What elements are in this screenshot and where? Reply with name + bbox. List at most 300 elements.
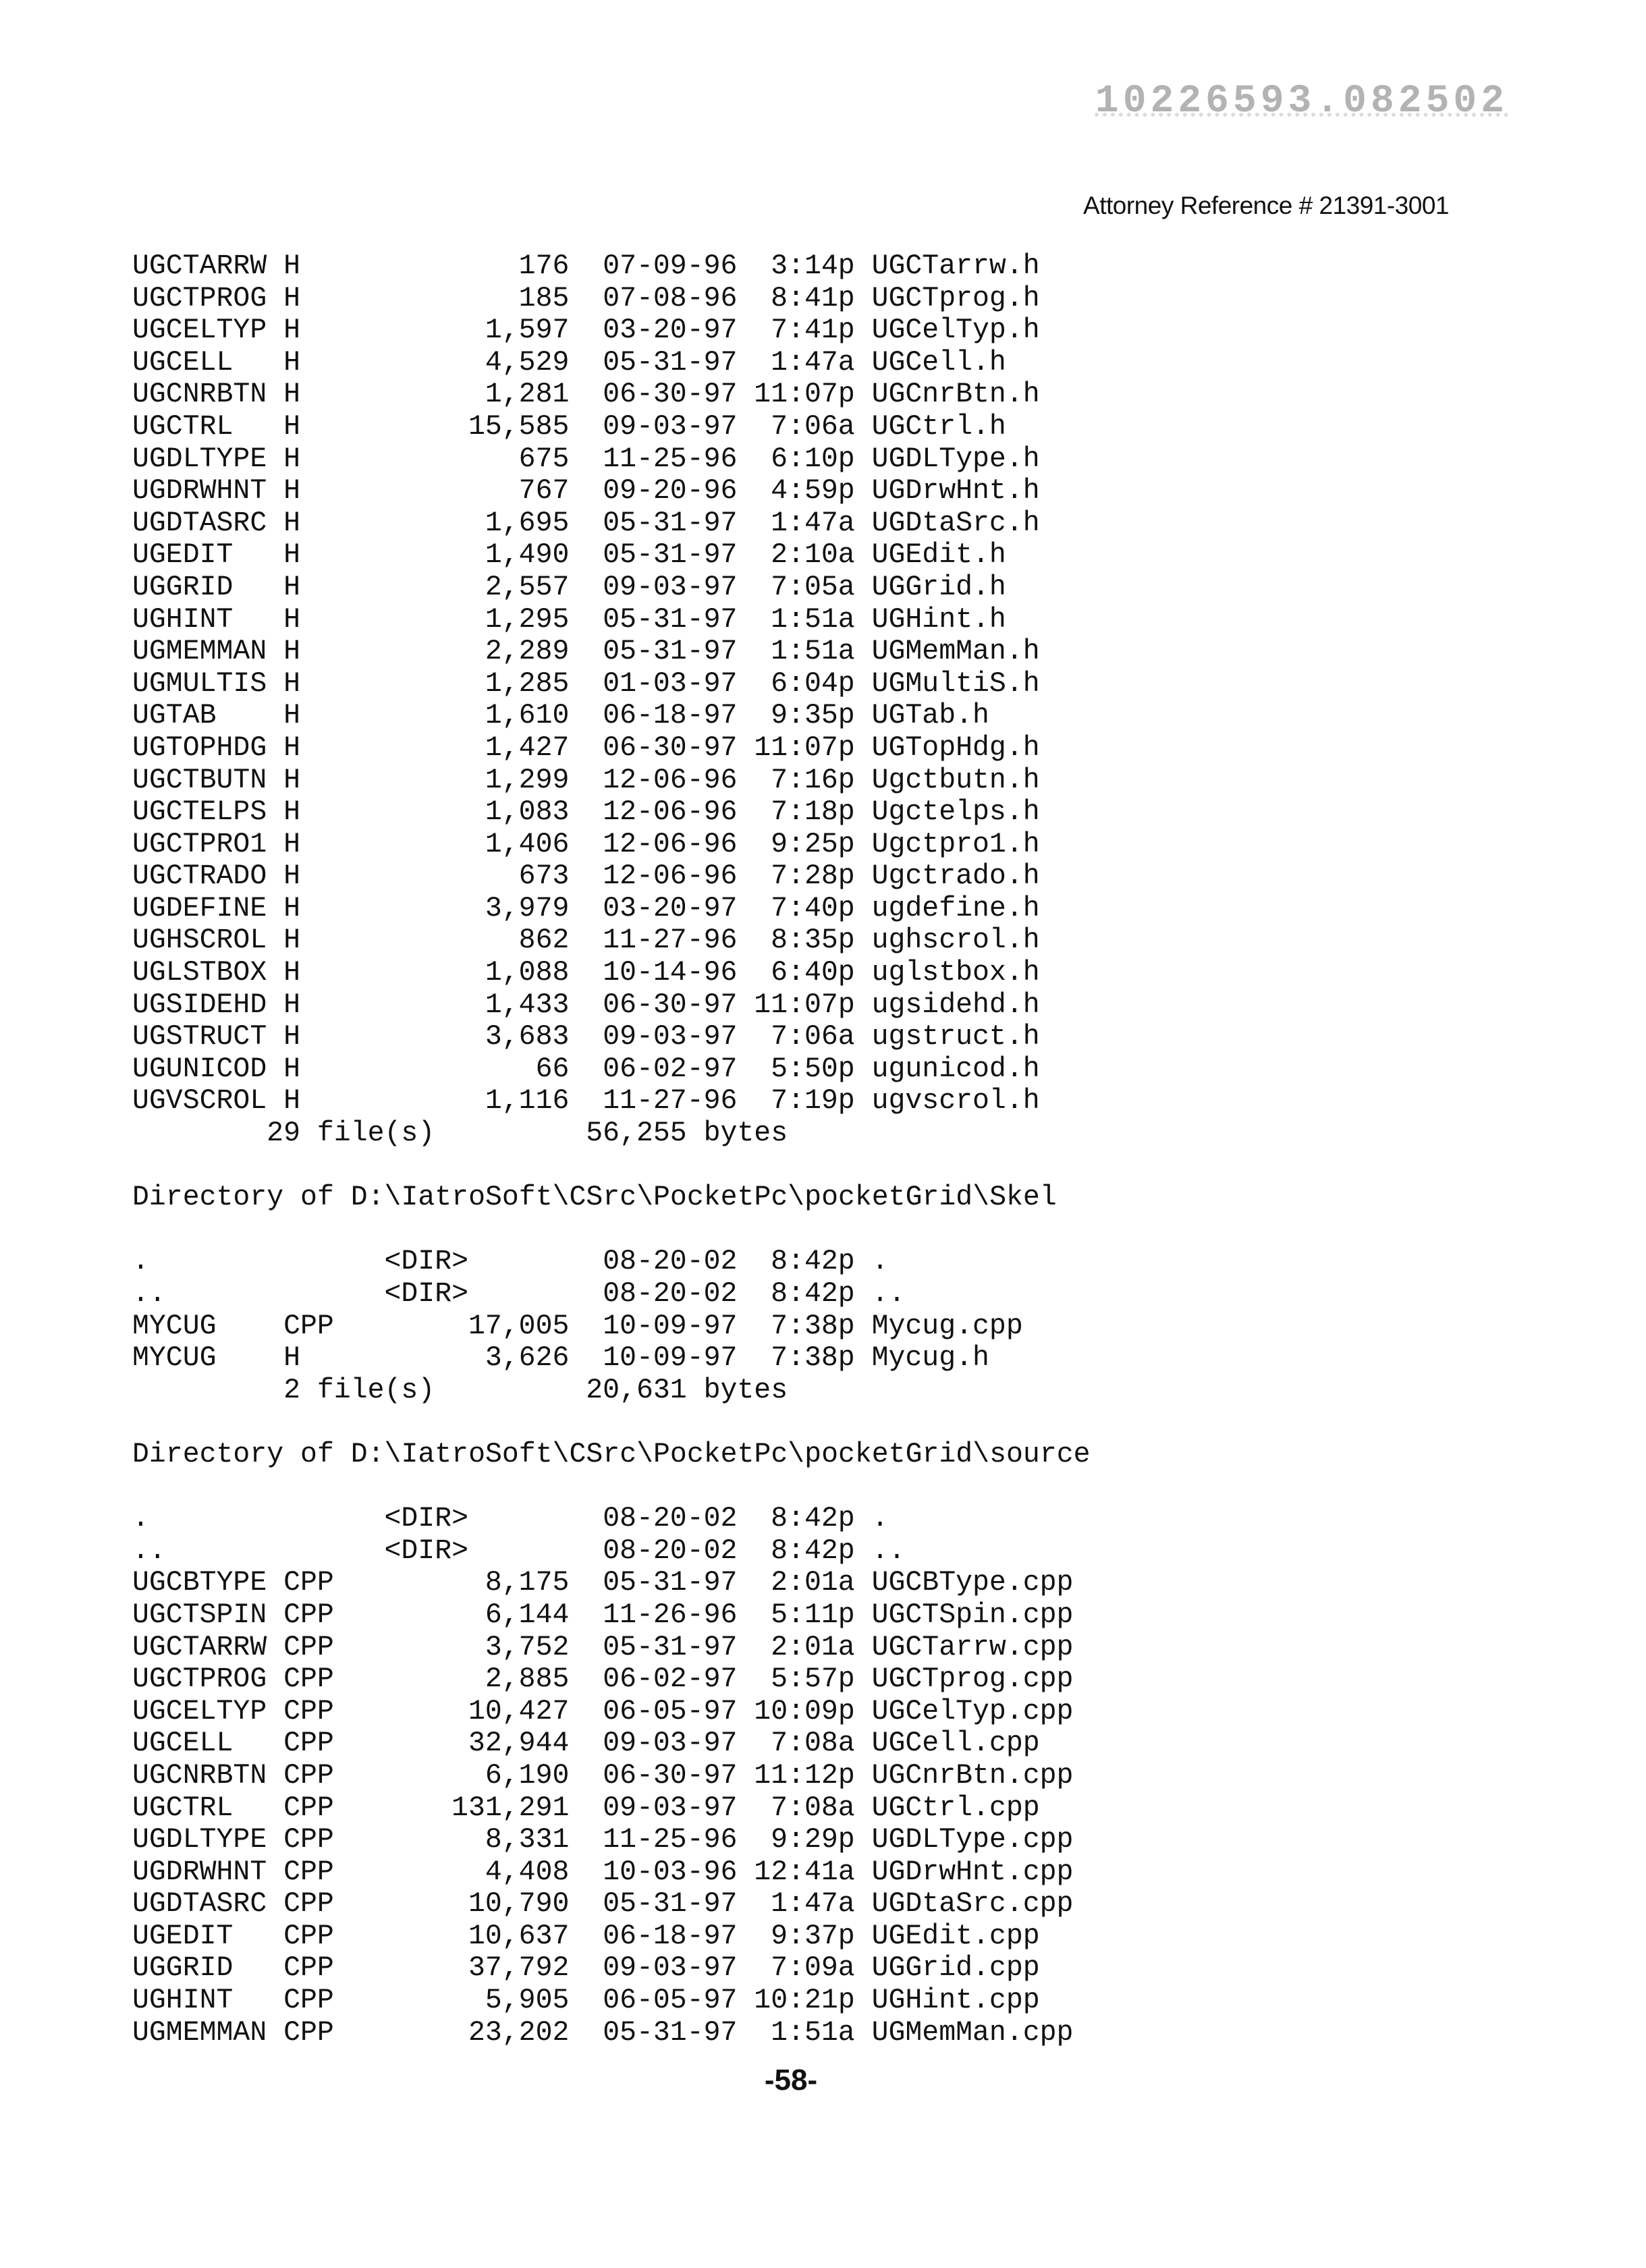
file-date: 09-20-96 [603, 475, 737, 507]
file-ext: CPP [283, 1888, 334, 1920]
file-time: 7:28p [754, 860, 854, 893]
long-file-name: UGHint.cpp [872, 1985, 1040, 2017]
directory-heading [132, 1439, 1549, 1471]
long-file-name: UGDrwHnt.h [872, 475, 1040, 507]
file-ext: CPP [283, 1727, 334, 1760]
file-size: 1,433 [334, 989, 570, 1022]
file-name: UGHINT [132, 604, 233, 636]
bytes-label: bytes [704, 1117, 788, 1150]
file-row [132, 1727, 1549, 1760]
file-name: .. [132, 1535, 166, 1568]
file-date: 10-09-97 [603, 1310, 737, 1343]
file-time: 6:04p [754, 668, 854, 700]
file-time: 2:01a [754, 1567, 854, 1599]
directory-path: Directory of D:\IatroSoft\CSrc\PocketPc\pocketGrid\Skel [132, 1182, 1057, 1214]
file-date: 06-05-97 [603, 1696, 737, 1728]
file-row [132, 283, 1549, 315]
file-date: 05-31-97 [603, 507, 737, 540]
file-time: 10:21p [754, 1985, 854, 2017]
file-row [132, 1053, 1549, 1086]
file-date: 05-31-97 [603, 2017, 737, 2049]
file-ext: CPP [283, 1952, 334, 1985]
long-file-name: ughscrol.h [872, 924, 1040, 957]
long-file-name: UGCelTyp.cpp [872, 1696, 1074, 1728]
file-size: 2,289 [334, 636, 570, 668]
long-file-name: uglstbox.h [872, 957, 1040, 989]
file-ext: CPP [283, 1856, 334, 1889]
file-name: UGLSTBOX [132, 957, 267, 989]
file-name: UGMEMMAN [132, 636, 267, 668]
file-date: 06-30-97 [603, 732, 737, 765]
file-size: 4,408 [334, 1856, 570, 1889]
file-size: 6,144 [334, 1599, 570, 1632]
file-row [132, 1824, 1549, 1856]
file-ext: H [283, 893, 300, 925]
file-size: 10,637 [334, 1920, 570, 1953]
long-file-name: UGHint.h [872, 604, 1006, 636]
long-file-name: UGCTprog.h [872, 283, 1040, 315]
file-time: 11:07p [754, 732, 854, 765]
file-date: 06-30-97 [603, 1760, 737, 1792]
file-ext: H [283, 668, 300, 700]
file-row [132, 1888, 1549, 1920]
file-ext: H [283, 314, 300, 347]
file-name: UGTAB [132, 700, 217, 732]
file-name: UGVSCROL [132, 1085, 267, 1117]
file-size: 66 [334, 1053, 570, 1086]
long-file-name: Mycug.cpp [872, 1310, 1023, 1343]
file-name: UGDRWHNT [132, 475, 267, 507]
summary-row [132, 1117, 1549, 1150]
file-size: 673 [334, 860, 570, 893]
file-date: 05-31-97 [603, 604, 737, 636]
file-ext: H [283, 1085, 300, 1117]
file-time: 7:38p [754, 1342, 854, 1375]
file-name: UGSTRUCT [132, 1021, 267, 1053]
file-size: 176 [334, 250, 570, 283]
long-file-name: Ugctbutn.h [872, 765, 1040, 797]
dir-marker: <DIR> [385, 1503, 469, 1535]
file-name: UGCTELPS [132, 796, 267, 829]
file-ext: H [283, 796, 300, 829]
file-row [132, 829, 1549, 861]
file-ext: H [283, 1021, 300, 1053]
file-date: 03-20-97 [603, 893, 737, 925]
file-ext: H [283, 860, 300, 893]
long-file-name: ugstruct.h [872, 1021, 1040, 1053]
dir-marker: <DIR> [385, 1535, 469, 1568]
long-file-name: UGCTarrw.h [872, 250, 1040, 283]
file-time: 8:41p [754, 283, 854, 315]
file-ext: H [283, 765, 300, 797]
file-date: 10-03-96 [603, 1856, 737, 1889]
file-time: 1:47a [754, 347, 854, 379]
file-date: 12-06-96 [603, 829, 737, 861]
file-size: 1,597 [334, 314, 570, 347]
file-time: 11:12p [754, 1760, 854, 1792]
file-ext: H [283, 507, 300, 540]
long-file-name: UGDLType.h [872, 443, 1040, 476]
file-name: UGCTPROG [132, 1663, 267, 1696]
file-date: 05-31-97 [603, 1888, 737, 1920]
file-row [132, 1632, 1549, 1664]
file-size: 10,427 [334, 1696, 570, 1728]
file-date: 11-26-96 [603, 1599, 737, 1632]
file-size: 1,295 [334, 604, 570, 636]
file-size: 8,331 [334, 1824, 570, 1856]
file-time: 7:08a [754, 1792, 854, 1825]
file-time: 2:10a [754, 539, 854, 572]
file-row [132, 539, 1549, 572]
file-time: 7:06a [754, 411, 854, 443]
long-file-name: Ugctrado.h [872, 860, 1040, 893]
file-time: 3:14p [754, 250, 854, 283]
file-size: 3,626 [334, 1342, 570, 1375]
file-date: 10-14-96 [603, 957, 737, 989]
file-date: 11-27-96 [603, 924, 737, 957]
file-row [132, 1952, 1549, 1985]
file-date: 08-20-02 [603, 1503, 737, 1535]
file-size: 6,190 [334, 1760, 570, 1792]
file-row [132, 732, 1549, 765]
file-date: 11-25-96 [603, 443, 737, 476]
file-time: 5:11p [754, 1599, 854, 1632]
file-row [132, 314, 1549, 347]
file-date: 09-03-97 [603, 411, 737, 443]
file-name: UGTOPHDG [132, 732, 267, 765]
file-time: 11:07p [754, 989, 854, 1022]
file-size: 15,585 [334, 411, 570, 443]
file-ext: H [283, 347, 300, 379]
file-row [132, 347, 1549, 379]
total-bytes: 56,255 [485, 1117, 687, 1150]
blank-line [132, 1150, 1549, 1182]
file-row [132, 700, 1549, 732]
file-time: 11:07p [754, 379, 854, 411]
file-name: UGCTPRO1 [132, 829, 267, 861]
file-name: . [132, 1246, 149, 1278]
file-row [132, 1342, 1549, 1375]
file-row [132, 411, 1549, 443]
file-size: 767 [334, 475, 570, 507]
file-row [132, 796, 1549, 829]
page-number: -58- [723, 2064, 858, 2097]
file-date: 08-20-02 [603, 1535, 737, 1568]
long-file-name: . [872, 1246, 889, 1278]
file-ext: H [283, 829, 300, 861]
file-row [132, 1085, 1549, 1117]
long-file-name: UGDrwHnt.cpp [872, 1856, 1074, 1889]
long-file-name: UGCell.cpp [872, 1727, 1040, 1760]
file-date: 06-18-97 [603, 700, 737, 732]
file-name: UGDEFINE [132, 893, 267, 925]
file-row [132, 1246, 1549, 1278]
file-row [132, 507, 1549, 540]
file-size: 185 [334, 283, 570, 315]
file-name: UGEDIT [132, 1920, 233, 1953]
file-row [132, 1599, 1549, 1632]
file-time: 1:51a [754, 2017, 854, 2049]
bytes-label: bytes [704, 1375, 788, 1407]
file-time: 9:37p [754, 1920, 854, 1953]
file-row [132, 1021, 1549, 1053]
file-time: 7:19p [754, 1085, 854, 1117]
dir-marker: <DIR> [385, 1278, 469, 1310]
long-file-name: UGGrid.cpp [872, 1952, 1040, 1985]
long-file-name: UGTab.h [872, 700, 989, 732]
file-name: UGHINT [132, 1985, 233, 2017]
file-ext: H [283, 572, 300, 604]
long-file-name: ugsidehd.h [872, 989, 1040, 1022]
file-row [132, 1503, 1549, 1535]
long-file-name: UGCelTyp.h [872, 314, 1040, 347]
file-size: 1,299 [334, 765, 570, 797]
file-size: 675 [334, 443, 570, 476]
file-size: 1,695 [334, 507, 570, 540]
long-file-name: Ugctelps.h [872, 796, 1040, 829]
file-time: 10:09p [754, 1696, 854, 1728]
file-ext: H [283, 443, 300, 476]
long-file-name: UGEdit.cpp [872, 1920, 1040, 1953]
file-date: 12-06-96 [603, 765, 737, 797]
file-row [132, 443, 1549, 476]
file-time: 7:08a [754, 1727, 854, 1760]
long-file-name: UGCtrl.h [872, 411, 1006, 443]
file-time: 8:42p [754, 1246, 854, 1278]
file-size: 131,291 [334, 1792, 570, 1825]
file-ext: CPP [283, 1567, 334, 1599]
long-file-name: . [872, 1503, 889, 1535]
file-ext: CPP [283, 1985, 334, 2017]
file-time: 9:35p [754, 700, 854, 732]
file-date: 07-08-96 [603, 283, 737, 315]
long-file-name: Ugctpro1.h [872, 829, 1040, 861]
long-file-name: .. [872, 1535, 906, 1568]
file-time: 7:06a [754, 1021, 854, 1053]
file-date: 06-05-97 [603, 1985, 737, 2017]
file-time: 5:57p [754, 1663, 854, 1696]
file-date: 09-03-97 [603, 1727, 737, 1760]
file-ext: H [283, 411, 300, 443]
file-date: 06-30-97 [603, 379, 737, 411]
file-name: UGDTASRC [132, 1888, 267, 1920]
file-ext: CPP [283, 1760, 334, 1792]
file-count: 29 [233, 1117, 300, 1150]
file-row [132, 636, 1549, 668]
blank-line [132, 1406, 1549, 1439]
file-name: UGMULTIS [132, 668, 267, 700]
file-ext: CPP [283, 1824, 334, 1856]
file-ext: H [283, 604, 300, 636]
file-ext: H [283, 1053, 300, 1086]
file-size: 1,406 [334, 829, 570, 861]
file-time: 7:05a [754, 572, 854, 604]
file-time: 1:47a [754, 1888, 854, 1920]
file-date: 08-20-02 [603, 1278, 737, 1310]
file-size: 1,427 [334, 732, 570, 765]
file-row [132, 860, 1549, 893]
file-date: 09-03-97 [603, 1021, 737, 1053]
file-name: UGGRID [132, 1952, 233, 1985]
file-ext: H [283, 379, 300, 411]
file-name: UGCELL [132, 347, 233, 379]
file-size: 23,202 [334, 2017, 570, 2049]
long-file-name: UGDtaSrc.cpp [872, 1888, 1074, 1920]
long-file-name: ugunicod.h [872, 1053, 1040, 1086]
file-time: 8:42p [754, 1278, 854, 1310]
file-date: 12-06-96 [603, 796, 737, 829]
directory-heading [132, 1182, 1549, 1214]
file-time: 9:29p [754, 1824, 854, 1856]
file-ext: CPP [283, 1696, 334, 1728]
file-row [132, 604, 1549, 636]
long-file-name: UGCnrBtn.h [872, 379, 1040, 411]
file-ext: H [283, 924, 300, 957]
file-size: 37,792 [334, 1952, 570, 1985]
file-time: 7:40p [754, 893, 854, 925]
file-name: UGCELTYP [132, 314, 267, 347]
file-row [132, 893, 1549, 925]
file-row [132, 1920, 1549, 1953]
long-file-name: UGCtrl.cpp [872, 1792, 1040, 1825]
file-time: 8:42p [754, 1535, 854, 1568]
file-size: 1,490 [334, 539, 570, 572]
file-ext: H [283, 732, 300, 765]
file-ext: H [283, 700, 300, 732]
long-file-name: UGDLType.cpp [872, 1824, 1074, 1856]
file-name: UGCTARRW [132, 250, 267, 283]
file-name: MYCUG [132, 1310, 217, 1343]
file-name: UGCTRL [132, 411, 233, 443]
file-row [132, 572, 1549, 604]
file-ext: H [283, 539, 300, 572]
file-date: 06-30-97 [603, 989, 737, 1022]
file-row [132, 765, 1549, 797]
file-name: UGCNRBTN [132, 1760, 267, 1792]
file-date: 12-06-96 [603, 860, 737, 893]
file-size: 1,285 [334, 668, 570, 700]
file-name: UGCELTYP [132, 1696, 267, 1728]
file-name: UGHSCROL [132, 924, 267, 957]
file-row [132, 1856, 1549, 1889]
file-name: UGCTSPIN [132, 1599, 267, 1632]
long-file-name: UGMemMan.cpp [872, 2017, 1074, 2049]
file-name: UGCTPROG [132, 283, 267, 315]
file-date: 10-09-97 [603, 1342, 737, 1375]
dir-marker: <DIR> [385, 1246, 469, 1278]
file-time: 7:38p [754, 1310, 854, 1343]
file-date: 05-31-97 [603, 1567, 737, 1599]
file-ext: CPP [283, 1663, 334, 1696]
file-name: UGCTBUTN [132, 765, 267, 797]
file-size: 8,175 [334, 1567, 570, 1599]
long-file-name: UGEdit.h [872, 539, 1006, 572]
long-file-name: UGDtaSrc.h [872, 507, 1040, 540]
file-date: 05-31-97 [603, 636, 737, 668]
long-file-name: Mycug.h [872, 1342, 989, 1375]
file-date: 06-02-97 [603, 1663, 737, 1696]
long-file-name: UGCTarrw.cpp [872, 1632, 1074, 1664]
file-size: 17,005 [334, 1310, 570, 1343]
file-name: UGGRID [132, 572, 233, 604]
file-ext: H [283, 250, 300, 283]
file-date: 05-31-97 [603, 539, 737, 572]
file-row [132, 1985, 1549, 2017]
file-date: 05-31-97 [603, 1632, 737, 1664]
file-size: 3,752 [334, 1632, 570, 1664]
long-file-name: UGMemMan.h [872, 636, 1040, 668]
file-date: 06-18-97 [603, 1920, 737, 1953]
file-row [132, 2017, 1549, 2049]
file-date: 11-27-96 [603, 1085, 737, 1117]
long-file-name: UGGrid.h [872, 572, 1006, 604]
file-size: 3,683 [334, 1021, 570, 1053]
file-size: 32,944 [334, 1727, 570, 1760]
file-ext: H [283, 283, 300, 315]
file-size: 1,281 [334, 379, 570, 411]
files-label: file(s) [317, 1117, 435, 1150]
file-size: 1,116 [334, 1085, 570, 1117]
file-size: 4,529 [334, 347, 570, 379]
file-date: 09-03-97 [603, 572, 737, 604]
file-time: 8:42p [754, 1503, 854, 1535]
file-ext: H [283, 1342, 300, 1375]
file-count: 2 [233, 1375, 300, 1407]
file-time: 7:09a [754, 1952, 854, 1985]
file-row [132, 1310, 1549, 1343]
file-date: 08-20-02 [603, 1246, 737, 1278]
file-name: UGDLTYPE [132, 443, 267, 476]
file-row [132, 250, 1549, 283]
file-row [132, 1567, 1549, 1599]
file-row [132, 475, 1549, 507]
attorney-reference: Attorney Reference # 21391-3001 [1083, 192, 1449, 220]
file-name: .. [132, 1278, 166, 1310]
file-date: 05-31-97 [603, 347, 737, 379]
file-name: UGCBTYPE [132, 1567, 267, 1599]
file-date: 11-25-96 [603, 1824, 737, 1856]
file-size: 1,083 [334, 796, 570, 829]
long-file-name: UGCell.h [872, 347, 1006, 379]
file-time: 7:18p [754, 796, 854, 829]
file-size: 2,557 [334, 572, 570, 604]
file-name: UGUNICOD [132, 1053, 267, 1086]
long-file-name: UGCTprog.cpp [872, 1663, 1074, 1696]
file-name: MYCUG [132, 1342, 217, 1375]
file-name: UGDRWHNT [132, 1856, 267, 1889]
long-file-name: UGMultiS.h [872, 668, 1040, 700]
file-name: UGEDIT [132, 539, 233, 572]
file-name: UGCNRBTN [132, 379, 267, 411]
file-size: 1,088 [334, 957, 570, 989]
file-size: 10,790 [334, 1888, 570, 1920]
file-row [132, 957, 1549, 989]
long-file-name: UGTopHdg.h [872, 732, 1040, 765]
blank-line [132, 1471, 1549, 1503]
file-date: 06-02-97 [603, 1053, 737, 1086]
file-row [132, 1792, 1549, 1825]
file-time: 4:59p [754, 475, 854, 507]
file-name: UGCTRADO [132, 860, 267, 893]
file-size: 5,905 [334, 1985, 570, 2017]
file-name: UGDLTYPE [132, 1824, 267, 1856]
file-ext: H [283, 989, 300, 1022]
long-file-name: ugdefine.h [872, 893, 1040, 925]
long-file-name: UGCTSpin.cpp [872, 1599, 1074, 1632]
file-time: 12:41a [754, 1856, 854, 1889]
file-ext: CPP [283, 1599, 334, 1632]
long-file-name: UGCBType.cpp [872, 1567, 1074, 1599]
